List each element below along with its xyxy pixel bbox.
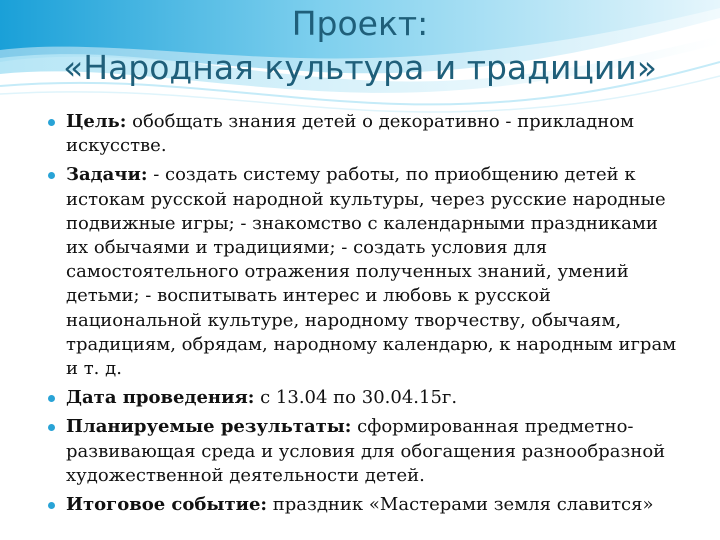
item-text: обобщать знания детей о декоративно - прикладном искусстве. [66, 111, 635, 157]
bullet-icon [48, 424, 55, 431]
slide-title [20, 2, 700, 90]
item-label: Итоговое событие: [66, 494, 268, 516]
list-item-tasks [48, 163, 678, 381]
item-text: праздник «Мастерами земля славится» [267, 494, 654, 516]
item-label: Дата проведения: [66, 387, 255, 409]
bullet-icon [48, 502, 55, 509]
item-label: Планируемые результаты: [66, 416, 352, 438]
item-label: Задачи: [66, 164, 148, 186]
item-text: - создать систему работы, по приобщению детей к истокам русской народной культуры, через русские народные подвижные игры; - знакомство с календарными праздниками их обычаями и традициями; - создать условия для самостоятельного отражения полученных знаний, умений детьми; - воспитывать интерес и любовь к русской национальной культуре, народному творчеству, обычаям, традициям, обрядам, народному календарю, к народным играм и т. д. [66, 164, 677, 380]
list-item-results [48, 415, 678, 488]
list-item-goal [48, 110, 678, 158]
title-line-1: Проект: [291, 4, 429, 43]
title-line-2: «Народная культура и традиции» [63, 48, 657, 87]
list-item-date [48, 386, 678, 410]
bullet-icon [48, 172, 55, 179]
item-text: с 13.04 по 30.04.15г. [254, 387, 458, 409]
list-item-final-event [48, 493, 678, 517]
bullet-list [48, 110, 678, 522]
item-text: сформированная предметно-развивающая среда и условия для обогащения разнообразной художественной деятельности детей. [66, 416, 666, 486]
bullet-icon [48, 395, 55, 402]
bullet-icon [48, 119, 55, 126]
item-label: Цель: [66, 111, 127, 132]
